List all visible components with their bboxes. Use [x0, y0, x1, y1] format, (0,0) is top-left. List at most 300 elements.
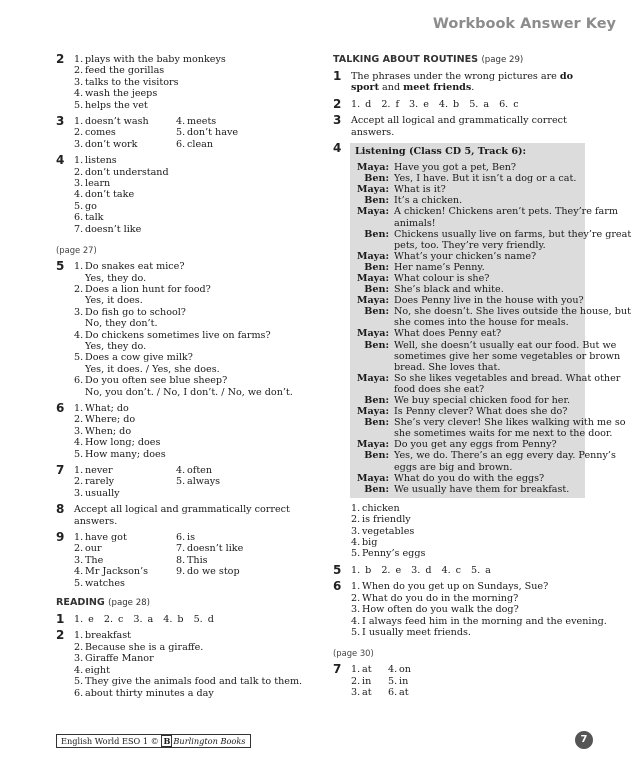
item-text: is: [187, 532, 195, 544]
dialogue-line: [355, 195, 581, 206]
list-item: [74, 555, 176, 566]
item-number: 4.: [74, 329, 84, 341]
speech-line: We usually have them for breakfast.: [394, 483, 570, 495]
speech-text: [394, 206, 618, 228]
inline-answer: 5. d: [193, 614, 214, 626]
answer-list: [74, 403, 318, 460]
speech-text: [394, 262, 581, 273]
talking-exercise-1: [333, 71, 585, 94]
speaker-name: Maya:: [356, 372, 389, 384]
speech-line: A chicken! Chickens aren’t pets. They’re farm: [394, 206, 618, 218]
item-number: 2.: [351, 592, 361, 604]
item-number: 1.: [74, 155, 84, 167]
item-number: 2.: [74, 543, 84, 555]
list-item: [74, 155, 318, 166]
speech-line: Is Penny clever? What does she do?: [394, 406, 568, 418]
list-item: [176, 555, 278, 566]
speaker-name: Maya:: [356, 206, 389, 218]
dialogue-line: [355, 162, 581, 173]
speech-line: What do you do with the eggs?: [394, 472, 545, 484]
item-number: 5.: [74, 676, 84, 688]
speech-line: What’s your chicken’s name?: [394, 250, 537, 262]
item-text: breakfast: [85, 630, 131, 642]
speaker-name: Ben:: [364, 284, 389, 296]
item-text: eight: [85, 664, 110, 676]
inline-answer: 3. a: [133, 614, 154, 626]
item-text: at: [362, 664, 372, 676]
exercise-number: 5: [56, 259, 65, 274]
dialogue-line: [355, 206, 618, 229]
item-number: 9.: [176, 566, 186, 578]
exercise-4: [56, 155, 318, 235]
exercise-number: 2: [333, 96, 342, 111]
answer-list: [351, 581, 607, 638]
item-text: don’t have: [187, 127, 239, 139]
text-part: and: [379, 82, 404, 94]
text-part: .: [471, 82, 475, 94]
item-number: 4.: [176, 116, 186, 128]
inline-answer: 5. a: [471, 564, 491, 576]
qa-list: [74, 261, 318, 398]
talking-exercise-4: [333, 141, 632, 560]
item-text: comes: [85, 127, 116, 139]
answer-text: No, they don’t.: [85, 318, 158, 330]
speech-line: she sometimes waits for me next to the door.: [394, 428, 613, 440]
item-text: The: [85, 554, 104, 566]
item-text: listens: [85, 155, 117, 167]
item-number: 3.: [351, 604, 361, 616]
inline-answer: 2. f: [381, 98, 400, 110]
exercise-number: 9: [56, 530, 65, 545]
speech-line: Her name’s Penny.: [394, 261, 485, 273]
list-item: [351, 548, 585, 559]
list-item: [351, 593, 585, 604]
exercise-number: 2: [56, 628, 65, 643]
speech-text: [394, 229, 631, 251]
item-text: helps the vet: [85, 99, 148, 111]
dialogue-line: [355, 473, 581, 484]
item-number: 5.: [74, 448, 84, 460]
item-number: 4.: [74, 88, 84, 100]
item-text: plays with the baby monkeys: [85, 54, 226, 65]
talking-exercise-3: [333, 115, 585, 138]
dialogue-line: [355, 228, 632, 251]
item-number: 3.: [74, 487, 84, 499]
speech-line: She’s black and white.: [394, 284, 504, 296]
item-number: 1.: [74, 532, 84, 544]
list-item: [351, 514, 585, 525]
item-text: How long; does: [85, 437, 161, 449]
item-text: When; do: [85, 425, 132, 437]
item-text: at: [362, 687, 372, 699]
exercise-number: 5: [333, 562, 342, 577]
speaker-name: Maya:: [356, 162, 389, 174]
question-text: Does a lion hunt for food?: [85, 283, 211, 295]
list-item: [351, 503, 585, 514]
section-title-talking: [333, 54, 585, 65]
speech-line: Yes, we do. There’s an egg every day. Penny’s: [394, 450, 616, 462]
item-number: 5.: [176, 476, 186, 488]
item-text: How many; does: [85, 448, 166, 460]
inline-answer: 2. e: [381, 564, 402, 576]
list-item: [74, 476, 176, 487]
dialogue-line: [355, 273, 581, 284]
item-number: 4.: [176, 465, 186, 476]
item-text: often: [187, 465, 213, 476]
item-number: 2.: [74, 65, 84, 77]
list-item: [74, 139, 176, 150]
list-item: [351, 615, 607, 627]
item-text: have got: [85, 532, 127, 544]
speaker-name: Ben:: [364, 228, 389, 240]
question-text: Do you often see blue sheep?: [85, 375, 228, 387]
list-item: [74, 665, 318, 676]
answer-list-col2: [176, 532, 278, 589]
list-item: [74, 449, 318, 460]
speech-line: eggs are big and brown.: [394, 461, 513, 473]
list-item: [74, 167, 318, 178]
dialogue-line: [355, 450, 616, 473]
item-text: is friendly: [362, 514, 411, 526]
dialogue-line: [355, 328, 581, 339]
list-item: [74, 100, 318, 111]
speech-text: [394, 295, 584, 306]
item-text: What; do: [85, 402, 129, 414]
list-item: [74, 578, 176, 589]
item-text: feed the gorillas: [85, 65, 165, 77]
speaker-name: Ben:: [364, 195, 389, 207]
exercise-number: 3: [56, 114, 65, 129]
answer-list-col1: [74, 532, 176, 589]
speech-text: [394, 439, 581, 450]
item-number: 2.: [74, 641, 84, 653]
speech-line: She’s very clever! She likes walking with me so: [394, 417, 626, 429]
section-title-text: TALKING ABOUT ROUTINES: [333, 54, 479, 65]
item-text: Because she is a giraffe.: [85, 641, 204, 653]
list-item: [74, 688, 318, 699]
speech-line: Do you get any eggs from Penny?: [394, 439, 557, 451]
speech-line: animals!: [394, 217, 436, 229]
item-number: 3.: [74, 306, 84, 318]
item-number: 1.: [74, 54, 84, 65]
right-column: [333, 54, 632, 704]
list-item: [74, 630, 318, 641]
question-item: [74, 375, 318, 386]
list-item: [176, 139, 278, 150]
question-text: Do chickens sometimes live on farms?: [85, 329, 271, 341]
publisher-logo: B: [163, 736, 171, 746]
reading-exercise-2: [56, 630, 318, 698]
question-text: Does a cow give milk?: [85, 352, 193, 364]
item-number: 4.: [351, 537, 361, 549]
speech-line: she comes into the house for meals.: [394, 317, 569, 329]
list-item: [176, 476, 278, 487]
item-text: on: [399, 664, 411, 676]
dialogue-line: [355, 406, 581, 417]
item-number: 3.: [351, 525, 361, 537]
item-text: talk: [85, 212, 104, 224]
answer-list: [351, 503, 585, 560]
item-number: 3.: [351, 687, 361, 699]
speaker-name: Maya:: [356, 295, 389, 307]
speech-text: [394, 173, 581, 184]
speech-line: Well, she doesn’t usually eat our food. But we: [394, 339, 617, 351]
item-number: 4.: [74, 189, 84, 201]
dialogue-line: [355, 284, 581, 295]
item-text: How often do you walk the dog?: [362, 604, 519, 616]
exercise-2: [56, 54, 318, 111]
bold-phrase: do sport: [351, 71, 574, 94]
item-text: wash the jeeps: [85, 88, 158, 100]
list-item: [74, 488, 176, 499]
list-item: [351, 604, 585, 615]
item-text: go: [85, 200, 97, 212]
exercise-3: [56, 116, 318, 150]
speech-line: bread. She loves that.: [394, 361, 501, 373]
talking-exercise-5: [333, 562, 585, 577]
speech-text: [394, 184, 581, 195]
list-item: [351, 526, 585, 537]
item-number: 4.: [74, 664, 84, 676]
dialogue-line: [355, 251, 581, 262]
list-item: [351, 687, 388, 698]
speaker-name: Ben:: [364, 395, 389, 406]
list-item: [74, 127, 176, 138]
page-reference: (page 27): [56, 245, 97, 256]
list-item: [176, 543, 278, 554]
list-item: [351, 627, 585, 638]
item-number: 3.: [74, 76, 84, 88]
dialogue: [355, 162, 632, 495]
item-text: in: [362, 675, 372, 687]
item-number: 2.: [74, 127, 84, 139]
speech-text: [394, 195, 581, 206]
item-number: 4.: [351, 615, 361, 627]
item-text: clean: [187, 138, 214, 150]
speech-line: It’s a chicken.: [394, 195, 463, 207]
item-text: doesn’t like: [187, 543, 244, 555]
answer-list-col2: [176, 116, 278, 150]
exercise-number: 6: [333, 579, 342, 594]
item-number: 2.: [74, 414, 84, 426]
item-number: 5.: [74, 99, 84, 111]
left-column: [56, 54, 318, 704]
list-item: [74, 642, 318, 653]
item-text: about thirty minutes a day: [85, 687, 214, 699]
speech-text: [394, 473, 581, 484]
list-item: [74, 676, 318, 687]
item-number: 3.: [74, 653, 84, 665]
dialogue-line: [355, 395, 581, 406]
item-number: 4.: [74, 437, 84, 449]
speech-line: What colour is she?: [394, 272, 490, 284]
answer-list: [74, 630, 318, 698]
speech-text: [394, 395, 581, 406]
dialogue-line: [355, 339, 621, 373]
list-item: [74, 54, 318, 65]
answer-list: [74, 155, 318, 235]
item-number: 7.: [74, 223, 84, 235]
item-text: watches: [85, 577, 125, 589]
speech-line: We buy special chicken food for her.: [394, 395, 571, 406]
item-text: in: [399, 675, 409, 687]
exercise-number: 1: [333, 69, 342, 83]
list-item: [74, 426, 318, 437]
speaker-name: Maya:: [356, 406, 389, 418]
list-item: [388, 676, 490, 687]
item-text: vegetables: [362, 525, 415, 537]
item-number: 5.: [351, 548, 361, 560]
speaker-name: Maya:: [356, 328, 389, 340]
item-number: 8.: [176, 554, 186, 566]
question-item: [74, 330, 318, 341]
answer-text: Accept all logical and grammatically correct answers.: [351, 115, 567, 138]
item-text: never: [85, 465, 113, 476]
exercise-number: 1: [56, 612, 65, 627]
exercise-number: 2: [56, 52, 65, 66]
item-text: talks to the visitors: [85, 76, 179, 88]
exercise-number: 8: [56, 502, 65, 517]
item-number: 5.: [74, 577, 84, 589]
dialogue-line: [355, 372, 621, 395]
item-number: 1.: [74, 402, 84, 414]
item-number: 1.: [74, 116, 84, 128]
item-number: 6.: [74, 212, 84, 224]
item-number: 6.: [176, 532, 186, 544]
list-item: [176, 116, 278, 127]
answer-text: Yes, it does.: [85, 295, 143, 307]
list-item: [351, 581, 585, 592]
speech-text: [394, 284, 581, 295]
speaker-name: Maya:: [356, 272, 389, 284]
talking-exercise-6: [333, 579, 607, 638]
item-number: 6.: [74, 687, 84, 699]
item-number: 1.: [351, 502, 361, 514]
speech-text: [394, 328, 581, 339]
list-item: [351, 664, 388, 675]
dialogue-line: [355, 173, 581, 184]
speaker-name: Ben:: [364, 261, 389, 273]
speaker-name: Maya:: [356, 184, 389, 196]
speech-line: Does Penny live in the house with you?: [394, 295, 584, 307]
dialogue-line: [355, 439, 581, 450]
speaker-name: Ben:: [364, 173, 389, 185]
answer-list-col2: [176, 465, 278, 499]
item-text: rarely: [85, 476, 115, 488]
item-text: at: [399, 687, 409, 699]
publisher-name: Burlington Books: [173, 736, 246, 746]
exercise-number: 7: [56, 463, 65, 477]
answer-list: [74, 54, 318, 111]
item-number: 1.: [351, 664, 361, 676]
page-reference: (page 30): [333, 648, 374, 659]
speaker-name: Ben:: [364, 339, 389, 351]
list-item: [74, 403, 318, 414]
exercise-6: [56, 400, 318, 460]
list-item: [74, 65, 318, 76]
dialogue-line: [355, 262, 581, 273]
item-text: I usually meet friends.: [362, 626, 471, 638]
dialogue-line: [355, 417, 626, 440]
speech-text: [394, 373, 620, 395]
listening-transcript-box: [350, 143, 632, 498]
list-item: [351, 676, 388, 687]
item-text: don’t take: [85, 189, 135, 201]
section-title-text: READING: [56, 597, 105, 609]
inline-answers: [351, 565, 585, 576]
item-number: 1.: [74, 465, 84, 476]
exercise-number: 4: [56, 153, 65, 168]
item-number: 5.: [388, 675, 398, 687]
list-item: [176, 566, 278, 577]
item-number: 5.: [74, 352, 84, 364]
inline-answer: 5. a: [469, 98, 490, 110]
item-text: always: [187, 476, 221, 488]
item-number: 2.: [74, 166, 84, 178]
list-item: [74, 224, 318, 235]
item-number: 7.: [176, 543, 186, 555]
exercise-number: 7: [333, 662, 342, 677]
answer-list-col1: [351, 664, 388, 698]
dialogue-line: [355, 306, 631, 329]
speech-line: sometimes give her some vegetables or brown: [394, 350, 621, 362]
bold-phrase: meet friends: [403, 82, 472, 94]
speech-text: [394, 450, 616, 472]
item-number: 2.: [74, 283, 84, 295]
answer-text: [351, 71, 585, 94]
speech-line: food does she eat?: [394, 383, 485, 395]
list-item: [176, 532, 278, 543]
question-text: Do snakes eat mice?: [85, 261, 185, 273]
inline-answer: 6. c: [499, 98, 519, 110]
speaker-name: Maya:: [356, 439, 389, 451]
item-text: meets: [187, 116, 217, 128]
item-number: 6.: [388, 687, 398, 699]
answer-text: Yes, they do.: [85, 272, 147, 284]
item-text: They give the animals food and talk to them.: [85, 676, 303, 688]
talking-exercise-2: [333, 96, 585, 111]
list-item: [176, 127, 278, 138]
inline-answer: 3. d: [411, 564, 432, 576]
speech-text: [394, 251, 581, 262]
item-text: big: [362, 537, 378, 549]
item-text: doesn’t like: [85, 223, 142, 235]
speech-text: [394, 162, 581, 173]
section-page-ref: (page 29): [481, 55, 524, 65]
item-number: 3.: [74, 425, 84, 437]
exercise-number: 4: [333, 141, 342, 156]
text-part: The phrases under the wrong pictures are: [351, 71, 560, 82]
speaker-name: Maya:: [356, 472, 389, 484]
item-text: doesn’t wash: [85, 116, 149, 128]
item-number: 2.: [351, 675, 361, 687]
list-item: [74, 201, 318, 212]
exercise-7: [56, 465, 318, 499]
list-item: [74, 116, 176, 127]
item-text: do we stop: [187, 566, 240, 578]
item-text: I always feed him in the morning and the evening.: [362, 615, 607, 627]
list-item: [74, 414, 318, 425]
question-text: Do fish go to school?: [85, 306, 186, 318]
exercise-5: [56, 261, 318, 398]
item-number: 4.: [388, 664, 398, 676]
speech-line: No, she doesn’t. She lives outside the house, but: [394, 306, 631, 318]
question-item: [74, 261, 318, 272]
section-page-ref: (page 28): [108, 598, 150, 609]
exercise-number: 6: [56, 400, 65, 415]
answer-text: Yes, it does. / Yes, she does.: [85, 363, 220, 375]
dialogue-line: [355, 295, 584, 307]
